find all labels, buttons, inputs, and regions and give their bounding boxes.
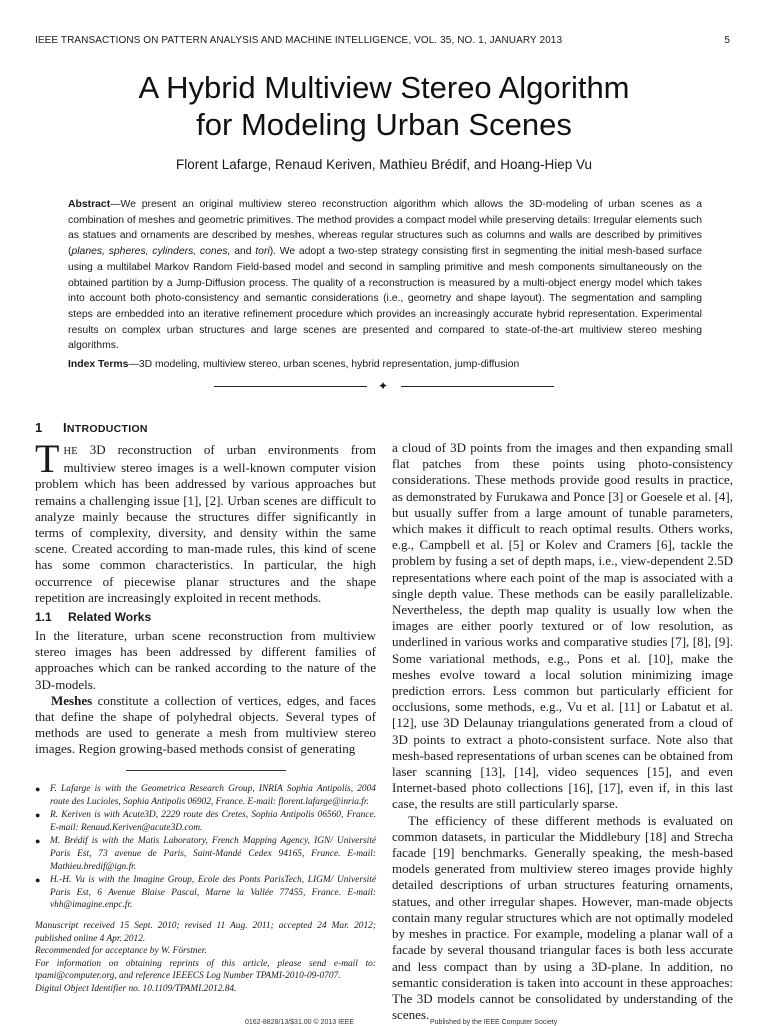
intro-text: 3D reconstruction of urban environments from multiview stereo images is a well-known computer vision problem which has been addressed by various approaches but remains a challenging issue [1], [2]. Urban scenes are difficult to analyze mainly because the structures differ significantly in terms of complexity, diversity, and density within the same scene. Created according to man-made rules, this kind of scene has some common characteristics. In particular, the high occurrence of piecewise planar structures and the shape repetition are increasingly exploited in recent methods. (35, 442, 376, 605)
divider-line-right (401, 386, 554, 387)
abstract (68, 197, 702, 354)
index-terms (68, 357, 702, 372)
related-paragraph-2-text: constitute a collection of vertices, edges, and faces that define the shape of polyhedral objects. Several types of methods are used to generate a mesh from multiview stereo images. Region growing-based methods consist of generating (35, 692, 376, 757)
manuscript-info (35, 920, 376, 996)
subsection-heading (35, 609, 376, 626)
bullet-icon: ● (35, 810, 41, 821)
divider-line-left (214, 386, 367, 387)
index-terms-text: —3D modeling, multiview stereo, urban scenes, hybrid representation, jump-diffusion (128, 359, 520, 370)
related-paragraph-1: In the literature, urban scene reconstruction from multiview stereo images has been addressed by different families of approaches which can be ranked according to the nature of the 3D-models. (35, 628, 376, 692)
page-number: 5 (724, 35, 730, 46)
bullet-icon: ● (35, 875, 41, 886)
footnotes (35, 783, 376, 996)
title-line-2: for Modeling Urban Scenes (196, 107, 572, 142)
intro-paragraph (35, 436, 376, 606)
diamond-icon: ✦ (378, 379, 389, 393)
abstract-and: and (230, 246, 256, 258)
recommended-editor: Recommended for acceptance by W. Förstner. (35, 946, 207, 957)
right-column (392, 440, 733, 1023)
paper-title (0, 69, 768, 143)
affiliation-text: M. Brédif is with the Matis Laboratory, French Mapping Agency, IGN/ Université Paris Est, 73 avenue de Paris, Saint-Mandé Cedex 94165, France. E-mail: Mathieu.bredif@ign.fr. (50, 836, 376, 872)
abstract-text-2: ). We adopt a two-step strategy consisting first in segmenting the initial mesh-based surface using a multilabel Markov Random Field-based model and second in sampling primitive and mesh components simultaneously on the obtained partition by a Jump-Diffusion process. The quality of a reconstruction is measured by a multi-object energy model which takes into account both photo-consistency and semantic considerations (i.e., geometry and shape layout). The segmentation and sampling steps are embedded into an iterative refinement procedure which provides an increasingly accurate hybrid representation. Experimental results on complex urban structures and large scenes are presented and compared to state-of-the-art multiview stereo meshing algorithms. (68, 246, 702, 352)
doi: Digital Object Identifier no. 10.1109/TPAMI.2012.84. (35, 983, 237, 994)
section-title-initial: I (63, 420, 67, 435)
intro-smallcaps: HE (63, 446, 78, 457)
bullet-icon: ● (35, 836, 41, 847)
subsection-title: Related Works (68, 610, 152, 625)
section-heading (35, 419, 376, 436)
affiliation-text: R. Keriven is with Acute3D, 2229 route des Cretes, Sophia Antipolis 06560, France. E-mail: Renaud.Keriven@acute3D.com. (50, 810, 376, 833)
meshes-term: Meshes (51, 692, 93, 708)
received-dates: Manuscript received 15 Sept. 2010; revised 11 Aug. 2011; accepted 24 Mar. 2012; published online 4 Apr. 2012. (35, 920, 376, 944)
abstract-italic-1: planes, spheres, cylinders, cones, (71, 246, 231, 258)
subsection-number: 1.1 (35, 610, 52, 625)
running-head (35, 35, 730, 46)
drop-cap: T (35, 436, 60, 481)
abstract-italic-2: tori (255, 246, 270, 258)
title-line-1: A Hybrid Multiview Stereo Algorithm (138, 70, 630, 105)
abstract-text-1: —We present an original multiview stereo reconstruction algorithm which allows the 3D-modeling of urban scenes as a combination of meshes and geometric primitives. The method provides a compact model while preserving details: Irregular elements such as statues and ornaments are described by meshes, whereas regular structures such as columns and walls are described by primitives ( (68, 199, 702, 258)
bullet-icon: ● (35, 784, 41, 794)
left-column (35, 419, 376, 758)
author-list: Florent Lafarge, Renaud Keriven, Mathieu Brédif, and Hoang-Hiep Vu (176, 157, 592, 172)
affiliation-item (35, 874, 376, 912)
index-terms-label: Index Terms (68, 359, 129, 370)
affiliation-list (35, 783, 376, 912)
affiliation-item (35, 783, 376, 808)
affiliation-item (35, 835, 376, 873)
copyright-line: 0162-8828/13/$31.00 © 2013 IEEE (245, 1019, 355, 1026)
right-paragraph-2: The efficiency of these different methods is evaluated on common datasets, in particular the Middlebury [18] and Strecha facade [19] benchmarks. Generally speaking, the mesh-based models generated from multiview stereo images provide highly detailed descriptions of urban structures featuring ornaments, statues, and other irregular shapes. However, man-made objects contain many regular structures which are not optimally modeled by meshes in practice. For example, modeling a planar wall of a facade by several thousand triangular faces is both less accurate and less compact than by using a 3D-plane. In addition, no semantic consideration is taken into account in these approaches: The 3D models cannot be consolidated by understanding of the scenes. (392, 812, 733, 1023)
right-paragraph-1: a cloud of 3D points from the images and then expanding small flat patches from these points using photo-consistency considerations. These methods provide good results in practice, as demonstrated by Furukawa and Ponce [3] or Goesele et al. [4], but usually suffer from a large amount of tunable parameters, which makes it difficult to reach optimal results. Others works, e.g., Campbell et al. [5] or Kolev and Cramers [6], tackle the problem by fusing a set of depth maps, i.e., view-dependent 2.5D representations where each point of the map is associated with a single depth value. These methods can be easily parallelizable. Nevertheless, the depth map quality is usually low when the images are either poorly textured or of low resolution, as underlined in various works and comparative studies [7], [8], [9]. Some variational methods, e.g., Pons et al. [10], make the meshes evolve toward a local solution minimizing image prediction errors. Less common but particularly efficient for occlusions, some methods, e.g., Vu et al. [11] or Labatut et al. [12], use 3D Delaunay triangulations generated from a cloud of 3D points to extract a photo-consistent surface. Note also that mesh-based representations of urban scenes can be obtained from laser scanning [13], [14], video sequences [15], and even Internet-based photo collections [16], [17], even if, in this last case, the results are still particularly sparse. (392, 440, 733, 812)
related-paragraph-2 (35, 693, 376, 758)
section-divider (214, 379, 554, 393)
journal-info: IEEE TRANSACTIONS ON PATTERN ANALYSIS AND MACHINE INTELLIGENCE, VOL. 35, NO. 1, JANUARY 2013 (35, 35, 563, 46)
section-number: 1 (35, 420, 43, 435)
abstract-label: Abstract (68, 199, 111, 210)
affiliation-text: F. Lafarge is with the Geometrica Research Group, INRIA Sophia Antipolis, 2004 route des Lucioles, Sophia Antipolis 06902, France. E-mail: florent.lafarge@inria.fr. (50, 784, 376, 807)
reprint-info: For information on obtaining reprints of this article, please send e-mail to: tpami@computer.org, and reference IEEECS Log Number TPAMI-2010-09-0707. (35, 958, 376, 982)
affiliation-item (35, 809, 376, 834)
publisher-line: Published by the IEEE Computer Society (430, 1019, 558, 1026)
section-title-rest: NTRODUCTION (66, 423, 148, 435)
affiliation-text: H.-H. Vu is with the Imagine Group, Ecole des Ponts ParisTech, LIGM/ Université Paris Est, 6 Avenue Blaise Pascal, Marne la Vallée 77455, France. E-mail: vhh@imagine.enpc.fr. (50, 875, 376, 911)
footnote-rule (126, 770, 286, 771)
